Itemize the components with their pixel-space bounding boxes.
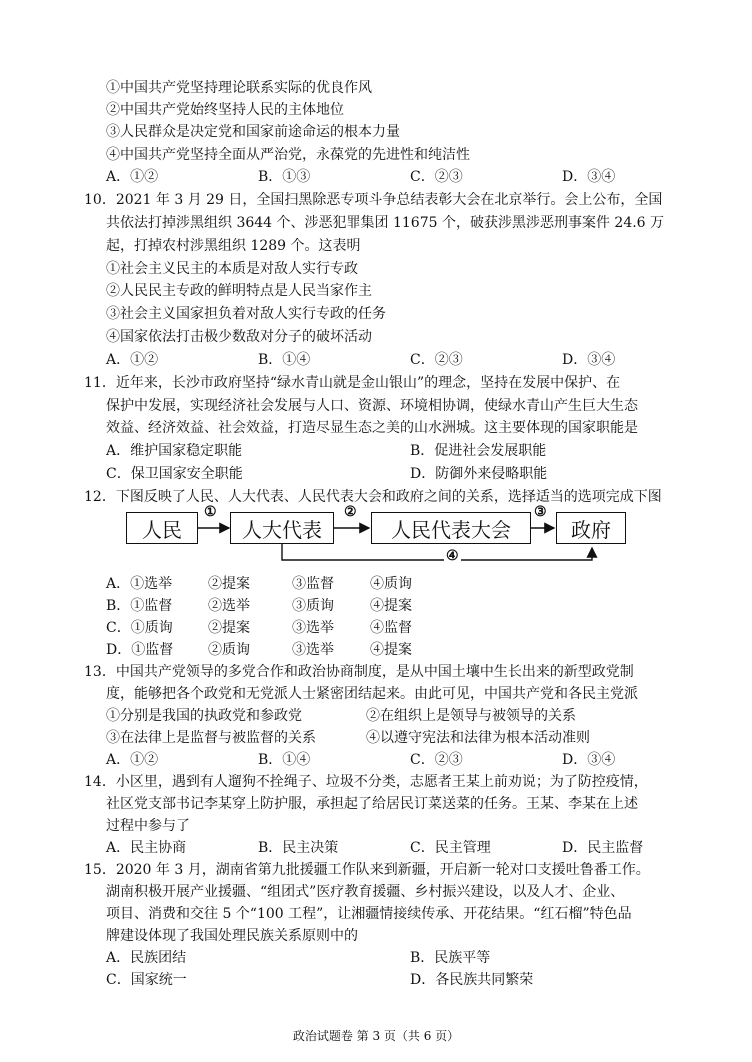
q12-option-d-3: ③选举	[292, 642, 334, 658]
arrow-label-4: ④	[446, 548, 459, 564]
q15-option-c: C．国家统一	[106, 972, 187, 988]
q11-option-c: C．保卫国家安全职能	[106, 466, 243, 482]
q12-option-c-1: C．①质询	[106, 620, 173, 636]
q9-item-3: ③人民群众是决定党和国家前途命运的根本力量	[106, 124, 400, 140]
q12-option-b-4: ④提案	[370, 598, 412, 614]
q11-stem-line-2: 保护中发展，实现经济社会发展与人口、资源、环境相协调，使绿水青山产生巨大生态	[106, 398, 638, 414]
q11-option-d: D．防御外来侵略职能	[410, 466, 548, 482]
q13-item-4: ④以遵守宪法和法律为根本活动准则	[366, 730, 590, 746]
q11-option-a: A．维护国家稳定职能	[106, 443, 243, 459]
q15-stem-line-3: 项目、消费和交往 5 个“100 工程”，让湘疆情接续传承、开花结果。“红石榴”特色品	[106, 906, 632, 922]
q12-option-d-4: ④提案	[370, 642, 412, 658]
q9-option-a: A．①②	[106, 169, 159, 185]
q10-item-3: ③社会主义国家担负着对敌人实行专政的任务	[106, 306, 386, 322]
q13-item-1: ①分别是我国的执政党和参政党	[106, 708, 302, 724]
box-people: 人民	[126, 512, 198, 544]
q9-option-c: C．②③	[410, 169, 463, 185]
box-peoples-congress: 人民代表大会	[371, 512, 531, 544]
q12-option-b-2: ②选举	[208, 598, 250, 614]
q12-option-b-3: ③质询	[292, 598, 334, 614]
q10-option-b: B．①④	[258, 352, 311, 368]
q13-stem-line-2: 度，能够把各个政党和无党派人士紧密团结起来。由此可见，中国共产党和各民主党派	[106, 686, 638, 702]
q12-option-c-4: ④监督	[370, 620, 412, 636]
q10-option-d: D．③④	[562, 352, 616, 368]
q10-stem-line-3: 起，打掉农村涉黑组织 1289 个。这表明	[106, 238, 361, 254]
q9-item-2: ②中国共产党始终坚持人民的主体地位	[106, 102, 344, 118]
page-footer: 政治试题卷 第 3 页（共 6 页）	[292, 1029, 460, 1043]
q13-option-d: D．③④	[562, 752, 616, 768]
q13-option-b: B．①④	[258, 752, 311, 768]
q12-option-a-1: A．①选举	[106, 576, 173, 592]
q13-stem-line-1: 13．中国共产党领导的多党合作和政治协商制度，是从中国土壤中生长出来的新型政党制	[84, 664, 634, 680]
q14-stem-line-3: 过程中参与了	[106, 818, 190, 834]
q9-item-4: ④中国共产党坚持全面从严治党，永葆党的先进性和纯洁性	[106, 147, 470, 163]
q13-item-3: ③在法律上是监督与被监督的关系	[106, 730, 316, 746]
q13-option-c: C．②③	[410, 752, 463, 768]
q12-option-d-1: D．①监督	[106, 642, 174, 658]
arrow-label-2: ②	[344, 504, 357, 520]
q14-option-c: C．民主管理	[410, 840, 491, 856]
q13-option-a: A．①②	[106, 752, 159, 768]
q12-option-a-3: ③监督	[292, 576, 334, 592]
q10-option-c: C．②③	[410, 352, 463, 368]
q15-option-b: B．民族平等	[410, 950, 491, 966]
relationship-diagram	[126, 504, 626, 570]
box-government: 政府	[556, 512, 626, 544]
q10-stem-line-2: 共依法打掉涉黑组织 3644 个、涉恶犯罪集团 11675 个，破获涉黑涉恶刑事案件 24.6 万	[106, 215, 665, 231]
q10-stem-line-1: 10．2021 年 3 月 29 日，全国扫黑除恶专项斗争总结表彰大会在北京举行。会上公布，全国	[84, 192, 663, 208]
q15-option-a: A．民族团结	[106, 950, 187, 966]
q14-stem-line-2: 社区党支部书记李某穿上防护服，承担起了给居民订菜送菜的任务。王某、李某在上述	[106, 796, 638, 812]
q11-stem-line-1: 11．近年来，长沙市政府坚持“绿水青山就是金山银山”的理念，坚持在发展中保护、在	[84, 375, 621, 391]
arrow-label-1: ①	[204, 504, 217, 520]
q14-option-a: A．民主协商	[106, 840, 187, 856]
q14-stem-line-1: 14．小区里，遇到有人遛狗不拴绳子、垃圾不分类，志愿者王某上前劝说；为了防控疫情，	[84, 774, 648, 790]
q11-option-b: B．促进社会发展职能	[410, 443, 547, 459]
q13-item-2: ②在组织上是领导与被领导的关系	[366, 708, 576, 724]
q12-option-a-4: ④质询	[370, 576, 412, 592]
q9-item-1: ①中国共产党坚持理论联系实际的优良作风	[106, 80, 372, 96]
q12-option-d-2: ②质询	[208, 642, 250, 658]
q10-item-1: ①社会主义民主的本质是对敌人实行专政	[106, 261, 358, 277]
q10-item-2: ②人民民主专政的鲜明特点是人民当家作主	[106, 283, 372, 299]
q14-option-d: D．民主监督	[562, 840, 644, 856]
q9-option-d: D．③④	[562, 169, 616, 185]
q12-option-c-2: ②提案	[208, 620, 250, 636]
q15-stem-line-4: 牌建设体现了我国处理民族关系原则中的	[106, 928, 358, 944]
q12-option-a-2: ②提案	[208, 576, 250, 592]
arrow-4	[282, 544, 592, 560]
q10-option-a: A．①②	[106, 352, 159, 368]
q12-option-b-1: B．①监督	[106, 598, 173, 614]
q15-option-d: D．各民族共同繁荣	[410, 972, 534, 988]
q12-stem: 12．下图反映了人民、人大代表、人民代表大会和政府之间的关系，选择适当的选项完成下图	[84, 489, 662, 505]
q10-item-4: ④国家依法打击极少数敌对分子的破坏活动	[106, 329, 372, 345]
q12-option-c-3: ③选举	[292, 620, 334, 636]
q15-stem-line-1: 15．2020 年 3 月，湖南省第九批援疆工作队来到新疆，开启新一轮对口支援吐鲁番工作。	[84, 862, 650, 878]
arrow-label-3: ③	[534, 504, 547, 520]
q9-option-b: B．①③	[258, 169, 311, 185]
box-npc-deputy: 人大代表	[230, 512, 334, 544]
q15-stem-line-2: 湖南积极开展产业援疆、“组团式”医疗教育援疆、乡村振兴建设，以及人才、企业、	[106, 884, 625, 900]
q14-option-b: B．民主决策	[258, 840, 339, 856]
q11-stem-line-3: 效益、经济效益、社会效益，打造尽显生态之美的山水洲城。这主要体现的国家职能是	[106, 420, 638, 436]
